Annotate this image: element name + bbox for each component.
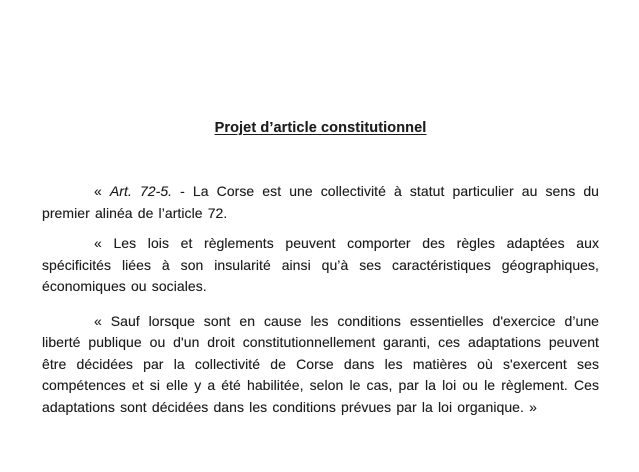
document-content (42, 0, 599, 418)
article-number-italic: Art. 72-5. (109, 183, 173, 199)
paragraph-art-72-5 (42, 181, 599, 224)
paragraph-quote-prefix: « (94, 183, 110, 199)
paragraph-lois-et-reglements: « Les lois et règlements peuvent comporter des règles adaptées aux spécificités liées à son insularité ainsi qu’à ses caractéristiques géographiques, économiques ou sociales. (42, 235, 599, 294)
paragraph-body-text: - La Corse est une collectivité à statut particulier au sens du premier alinéa de l’article 72. (42, 183, 600, 221)
paragraph-adaptations: « Sauf lorsque sont en cause les conditions essentielles d'exercice d’une liberté publique ou d'un droit constitutionnellement garanti, ces adaptations peuvent être décidées par la collectivité de Corse dans les matières où s'exercent ses compétences et si elle y a été habilitée, selon le cas, par la loi ou le règlement. Ces adaptations sont décidées dans les conditions prévues par la loi organique. » (42, 312, 599, 415)
document-title: Projet d’article constitutionnel (214, 120, 427, 136)
